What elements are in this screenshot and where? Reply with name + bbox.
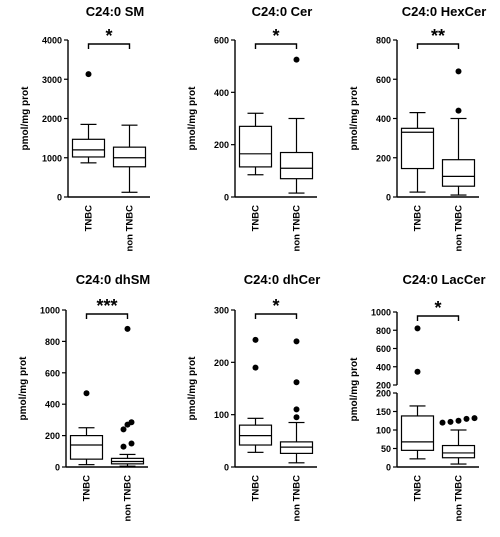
box-iqr [402,416,434,450]
category-label: non TNBC [291,475,303,522]
category-label: TNBC [81,475,93,502]
box-non-tnbc [112,326,144,466]
category-label: TNBC [250,205,262,232]
y-tick-label: 100 [375,425,391,436]
outlier-point [253,337,259,343]
panel-c24-laccer [349,272,486,521]
outlier-point [121,444,127,450]
box-iqr [71,436,103,460]
panel-c24-dhcer [187,272,320,521]
box-tnbc [402,113,434,192]
y-tick-label: 2000 [41,114,62,124]
y-tick-label: 600 [213,35,229,46]
chart-title: C24:0 dhCer [243,272,321,287]
y-axis-label: pmol/mg prot [20,86,31,151]
y-tick-label: 200 [375,153,391,164]
y-tick-label: 1000 [39,305,60,316]
y-tick-label: 800 [375,325,391,336]
outlier-point [129,440,135,446]
chart-title: C24:0 SM [85,4,145,19]
outlier-point [125,326,131,332]
y-tick-label: 1000 [370,307,391,318]
y-tick-label: 200 [213,357,229,368]
y-axis-label: pmol/mg prot [187,356,198,421]
y-tick-label: 800 [375,35,391,46]
y-tick-label: 400 [44,399,60,410]
y-tick-label: 400 [375,114,391,124]
y-tick-label: 600 [375,74,391,85]
box-iqr [281,153,313,179]
y-tick-label: 600 [44,368,60,379]
y-tick-label: 3000 [41,74,62,85]
category-label: TNBC [412,475,424,502]
y-tick-label: 4000 [41,35,62,46]
outlier-point [253,365,259,371]
outlier-point [84,390,90,396]
category-label: non TNBC [453,475,465,522]
outlier-point [415,369,421,375]
y-tick-label: 400 [213,87,229,98]
box-tnbc [73,71,105,163]
outlier-point [464,416,470,422]
box-non-tnbc [114,125,146,192]
y-axis-label: pmol/mg prot [349,357,360,422]
box-non-tnbc [443,68,475,195]
chart-title: C24:0 Cer [251,4,313,19]
category-label: TNBC [412,205,424,232]
y-tick-label: 0 [223,462,229,473]
box-non-tnbc [281,57,313,193]
box-iqr [443,160,475,186]
box-tnbc [402,325,434,458]
box-iqr [73,139,105,157]
significance-marker: ** [430,26,446,46]
box-iqr [402,128,434,168]
y-tick-label: 0 [385,462,391,473]
y-tick-label: 200 [375,388,391,399]
significance-marker: * [272,26,280,46]
y-tick-label: 0 [223,192,229,203]
outlier-point [448,419,454,425]
box-non-tnbc [281,338,313,462]
significance-marker: *** [96,296,118,316]
box-iqr [240,126,272,167]
box-non-tnbc [440,415,478,464]
outlier-point [294,379,300,385]
outlier-point [294,338,300,344]
y-tick-label: 300 [213,305,229,316]
panel-c24-dhsm [18,272,150,521]
category-label: non TNBC [291,205,303,252]
y-tick-label: 800 [44,336,60,347]
y-axis-label: pmol/mg prot [18,356,29,421]
outlier-point [294,57,300,63]
category-label: non TNBC [122,475,134,522]
chart-title: C24:0 dhSM [75,272,151,287]
y-tick-label: 100 [213,410,229,421]
outlier-point [86,71,92,77]
significance-marker: * [105,26,113,46]
significance-marker: * [272,296,280,316]
outlier-point [456,418,462,424]
category-label: TNBC [250,475,262,502]
category-label: non TNBC [124,205,136,252]
outlier-point [472,415,478,421]
y-axis-label: pmol/mg prot [187,86,198,151]
outlier-point [129,419,135,425]
y-tick-label: 200 [375,380,391,391]
panel-c24-cer [187,4,317,251]
y-tick-label: 0 [56,192,62,203]
y-tick-label: 0 [385,192,391,203]
y-axis-label: pmol/mg prot [349,86,360,151]
box-tnbc [240,337,272,453]
y-tick-label: 50 [380,444,391,454]
box-iqr [114,147,146,167]
outlier-point [456,108,462,114]
y-tick-label: 1000 [41,153,62,164]
outlier-point [415,325,421,331]
outlier-point [121,426,127,432]
category-label: non TNBC [453,205,465,252]
box-tnbc [240,113,272,174]
box-tnbc [71,390,103,464]
outlier-point [456,68,462,74]
category-label: TNBC [83,205,95,232]
panel-c24-hexcer [349,4,486,251]
y-tick-label: 200 [213,140,229,151]
outlier-point [294,406,300,412]
outlier-point [440,420,446,426]
chart-title: C24:0 HexCer [401,4,487,19]
y-tick-label: 0 [54,462,60,473]
y-tick-label: 150 [375,407,391,417]
y-tick-label: 200 [44,431,60,442]
significance-marker: * [434,298,442,318]
outlier-point [294,414,300,420]
chart-title: C24:0 LacCer [402,272,486,287]
box-iqr [443,446,475,458]
panel-c24-sm [20,4,150,251]
y-tick-label: 400 [375,362,391,373]
y-tick-label: 600 [375,344,391,354]
